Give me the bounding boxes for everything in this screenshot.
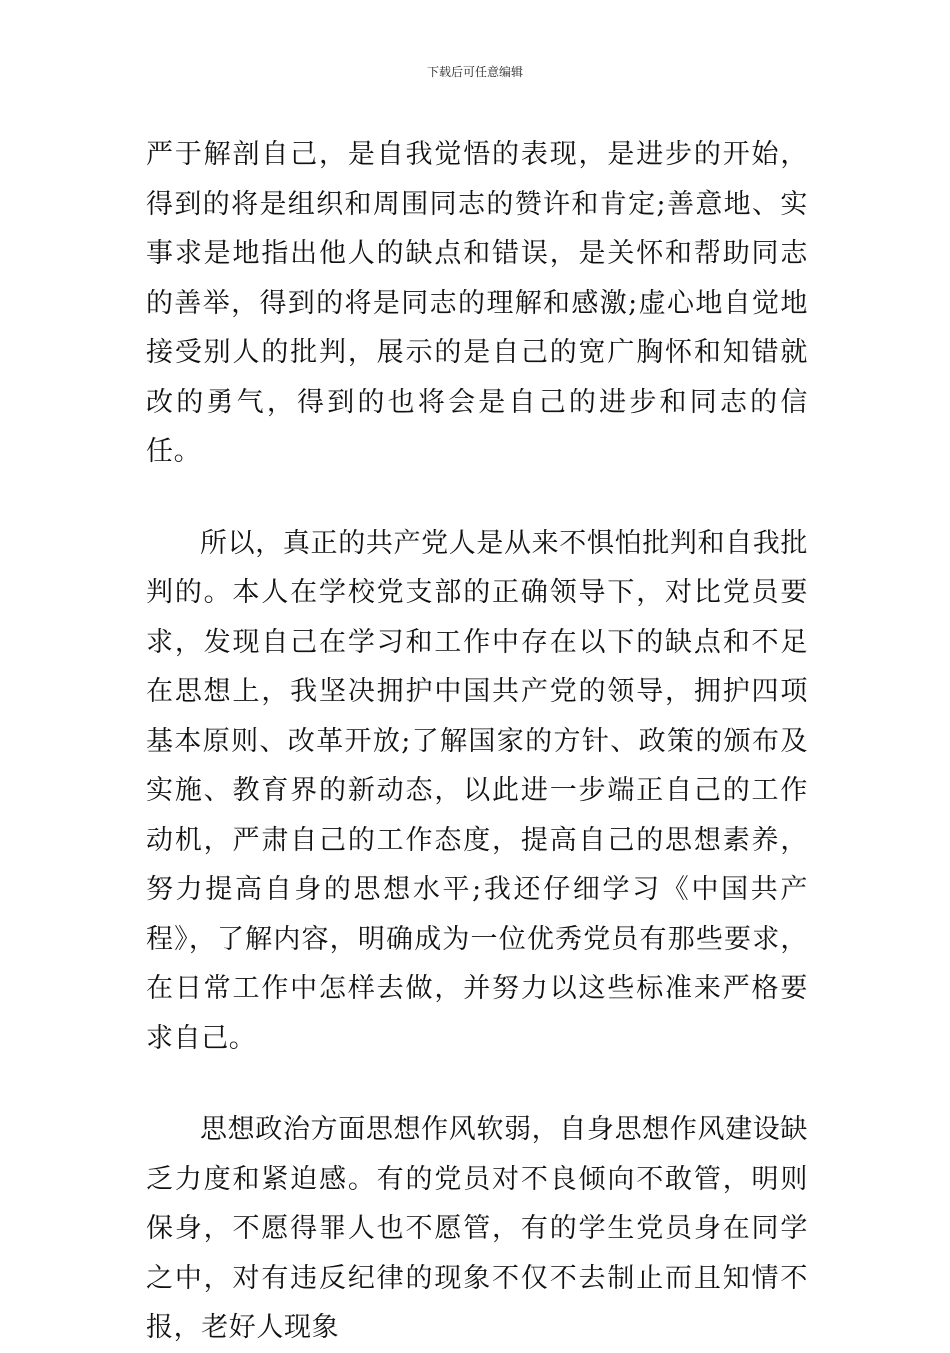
- paragraph-1: 严于解剖自己，是自我觉悟的表现，是进步的开始，得到的将是组织和周围同志的赞许和肯定;善意地、实事求是地指出他人的缺点和错误，是关怀和帮助同志的善举，得到的将是同志的理解和感激;虚心地自觉地接受别人的批判，展示的是自己的宽广胸怀和知错就改的勇气，得到的也将会是自己的进步和同志的信任。: [146, 139, 808, 467]
- paragraph-2: 所以，真正的共产党人是从来不惧怕批判和自我批判的。本人在学校党支部的正确领导下，对比党员要求，发现自己在学习和工作中存在以下的缺点和不足在思想上，我坚决拥护中国共产党的领导，拥护四项基本原则、改革开放;了解国家的方针、政策的颁布及实施、教育界的新动态，以此进一步端正自己的工作动机，严肃自己的工作态度，提高自己的思想素养，努力提高自身的思想水平;我还仔细学习《中国共产程》，了解内容，明确成为一位优秀党员有那些要求，在日常工作中怎样去做，并努力以这些标准来严格要求自己。: [146, 527, 808, 1054]
- page-header: 下载后可任意编辑: [426, 65, 523, 79]
- document-body: [146, 130, 808, 1353]
- paragraph-3: 思想政治方面思想作风软弱，自身思想作风建设缺乏力度和紧迫感。有的党员对不良倾向不敢管，明则保身，不愿得罪人也不愿管，有的学生党员身在同学之中，对有违反纪律的现象不仅不去制止而且知情不报，老好人现象: [146, 1114, 808, 1343]
